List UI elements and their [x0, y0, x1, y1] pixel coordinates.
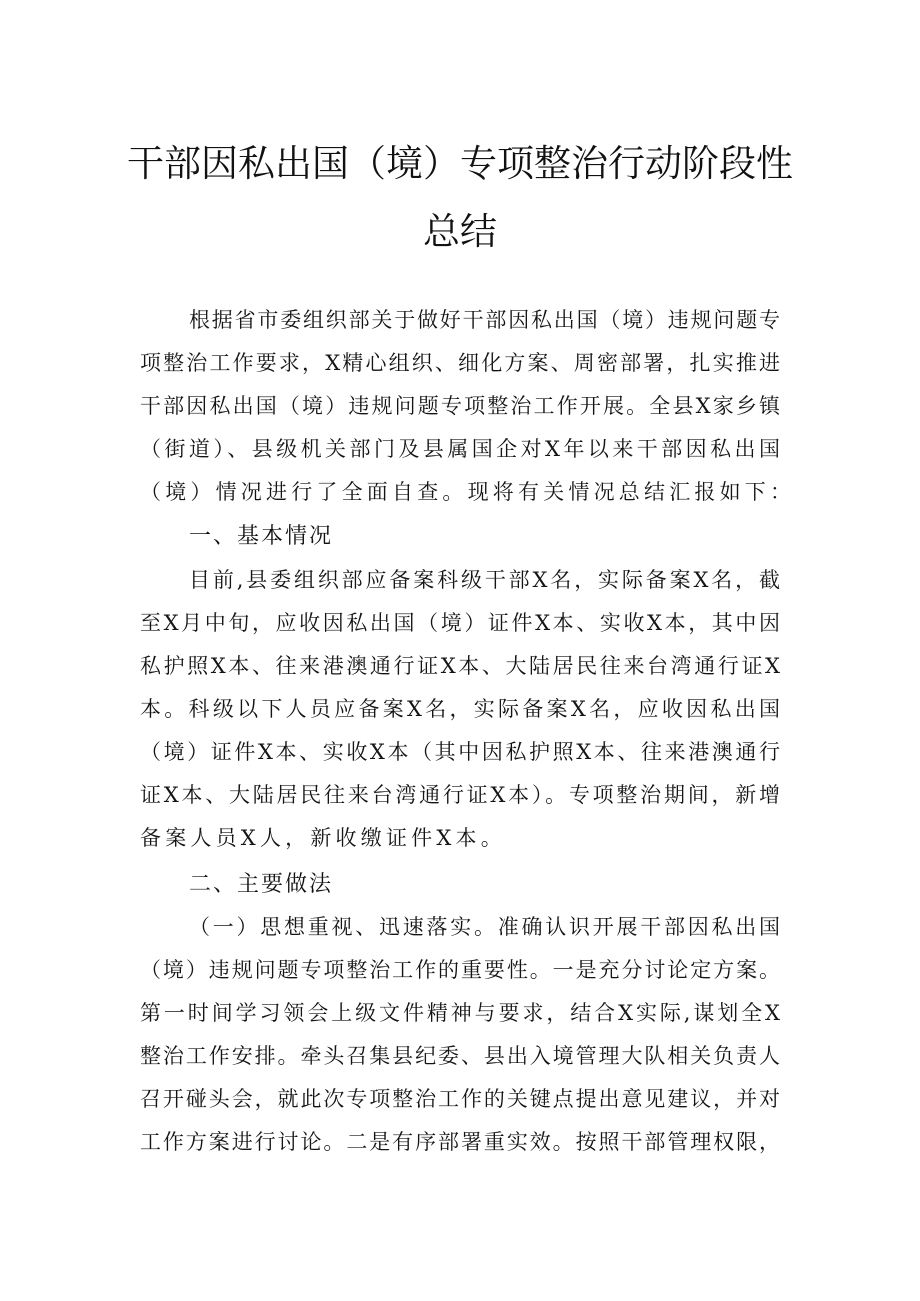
intro-line: （境）情况进行了全面自查。现将有关情况总结汇报如下：	[140, 480, 796, 504]
intro-line: （街道）、县级机关部门及县属国企对X年以来干部因私出国	[140, 437, 780, 461]
section2-line: （一）思想重视、迅速落实。准确认识开展干部因私出国	[189, 915, 780, 939]
intro-line: 干部因私出国（境）违规问题专项整治工作开展。全县X家乡镇	[140, 394, 780, 418]
section1-line: 证X本、大陆居民往来台湾通行证X本）。专项整治期间，新增	[140, 783, 780, 807]
section-heading-main-practices: 二、主要做法	[189, 872, 334, 897]
section2-line: 整治工作安排。牵头召集县纪委、县出入境管理大队相关负责人	[140, 1044, 780, 1068]
intro-line: 项整治工作要求，X精心组织、细化方案、周密部署，扎实推进	[140, 351, 780, 375]
section1-line: 至X月中旬，应收因私出国（境）证件X本、实收X本，其中因	[140, 611, 780, 635]
section1-line: （境）证件X本、实收X本（其中因私护照X本、往来港澳通行	[140, 740, 780, 764]
section1-line: 本。科级以下人员应备案X名，实际备案X名，应收因私出国	[140, 697, 780, 721]
section1-line: 私护照X本、往来港澳通行证X本、大陆居民往来台湾通行证X	[140, 654, 780, 678]
section2-line: 第一时间学习领会上级文件精神与要求，结合X实际,谋划全X	[140, 1001, 780, 1025]
intro-line: 根据省市委组织部关于做好干部因私出国（境）违规问题专	[189, 308, 780, 332]
document-title-line-2: 总结	[423, 210, 497, 253]
section2-line: 工作方案进行讨论。二是有序部署重实效。按照干部管理权限，	[140, 1130, 780, 1154]
section2-line: （境）违规问题专项整治工作的重要性。一是充分讨论定方案。	[140, 958, 780, 982]
document-title-line-1: 干部因私出国（境）专项整治行动阶段性	[127, 142, 793, 185]
section2-line: 召开碰头会，就此次专项整治工作的关键点提出意见建议，并对	[140, 1087, 780, 1111]
section-heading-basic-situation: 一、基本情况	[189, 524, 334, 549]
section1-line: 备案人员X人，新收缴证件X本。	[140, 826, 506, 850]
section1-line: 目前,县委组织部应备案科级干部X名，实际备案X名，截	[189, 568, 780, 592]
